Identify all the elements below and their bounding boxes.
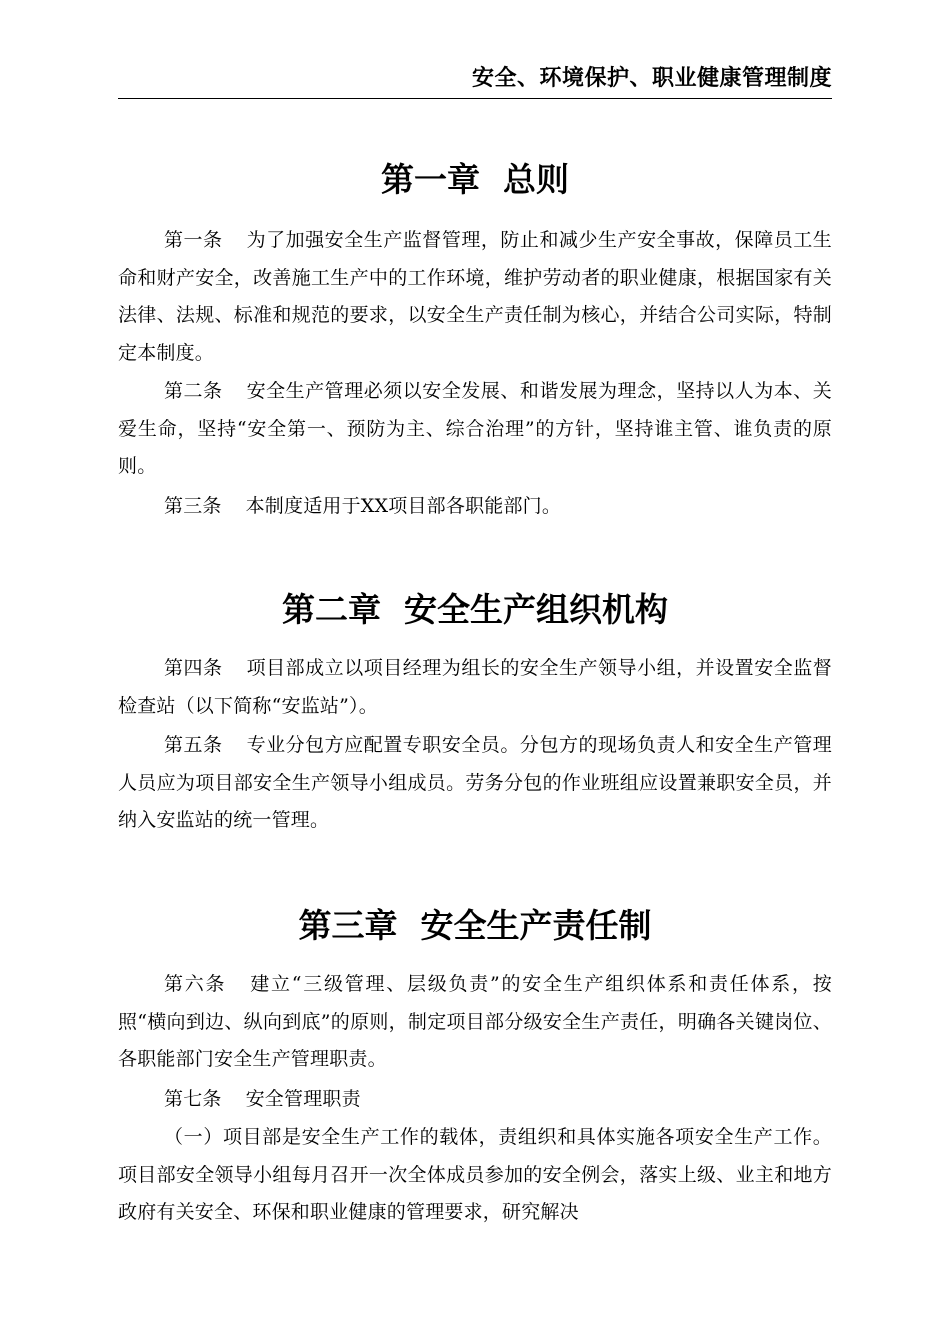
article-number: 第三条 — [164, 495, 222, 517]
article-text: 安全管理职责 — [245, 1088, 361, 1110]
article-number: 第四条 — [164, 657, 223, 679]
article-paragraph-1 — [118, 222, 832, 372]
chapter-title-1: 第一章 总则 — [381, 160, 569, 199]
article-text: 为了加强安全生产监督管理，防止和减少生产安全事故，保障员工生命和财产安全，改善施工生产中的工作环境，维护劳动者的职业健康，根据国家有关法律、法规、标准和规范的要求，以安全生产责任制为核心，并结合公司实际，特制定本制度。 — [118, 229, 832, 364]
chapter-title-3: 第三章 安全生产责任制 — [298, 906, 652, 945]
clause-text: （一）项目部是安全生产工作的载体，责组织和具体实施各项安全生产工作。项目部安全领导小组每月召开一次全体成员参加的安全例会，落实上级、业主和地方政府有关安全、环保和职业健康的管理要求，研究解决 — [118, 1126, 832, 1223]
article-paragraph-4 — [118, 650, 832, 725]
article-paragraph-2 — [118, 373, 832, 486]
article-text: 项目部成立以项目经理为组长的安全生产领导小组，并设置安全监督检查站（以下简称“安监站”）。 — [118, 657, 832, 717]
article-number: 第七条 — [164, 1088, 222, 1110]
article-number: 第二条 — [164, 380, 223, 402]
article-paragraph-5 — [118, 727, 832, 840]
running-header: 安全、环境保护、职业健康管理制度 — [471, 66, 832, 91]
article-paragraph-3 — [118, 488, 832, 526]
clause-paragraph-1 — [118, 1119, 832, 1232]
header-rule — [118, 98, 832, 99]
article-text: 专业分包方应配置专职安全员。分包方的现场负责人和安全生产管理人员应为项目部安全生产领导小组成员。劳务分包的作业班组应设置兼职安全员，并纳入安监站的统一管理。 — [118, 734, 832, 831]
article-text: 安全生产管理必须以安全发展、和谐发展为理念，坚持以人为本、关爱生命，坚持“安全第一、预防为主、综合治理”的方针，坚持谁主管、谁负责的原则。 — [118, 380, 832, 477]
chapter-title-2: 第二章 安全生产组织机构 — [282, 590, 668, 629]
article-text: 建立“三级管理、层级负责”的安全生产组织体系和责任体系，按照“横向到边、纵向到底”的原则，制定项目部分级安全生产责任，明确各关键岗位、各职能部门安全生产管理职责。 — [118, 973, 832, 1070]
article-paragraph-7 — [118, 1081, 832, 1119]
article-number: 第五条 — [164, 734, 223, 756]
article-number: 第六条 — [164, 973, 227, 995]
article-number: 第一条 — [164, 229, 223, 251]
article-text: 本制度适用于XX项目部各职能部门。 — [245, 495, 562, 517]
article-paragraph-6 — [118, 966, 832, 1079]
